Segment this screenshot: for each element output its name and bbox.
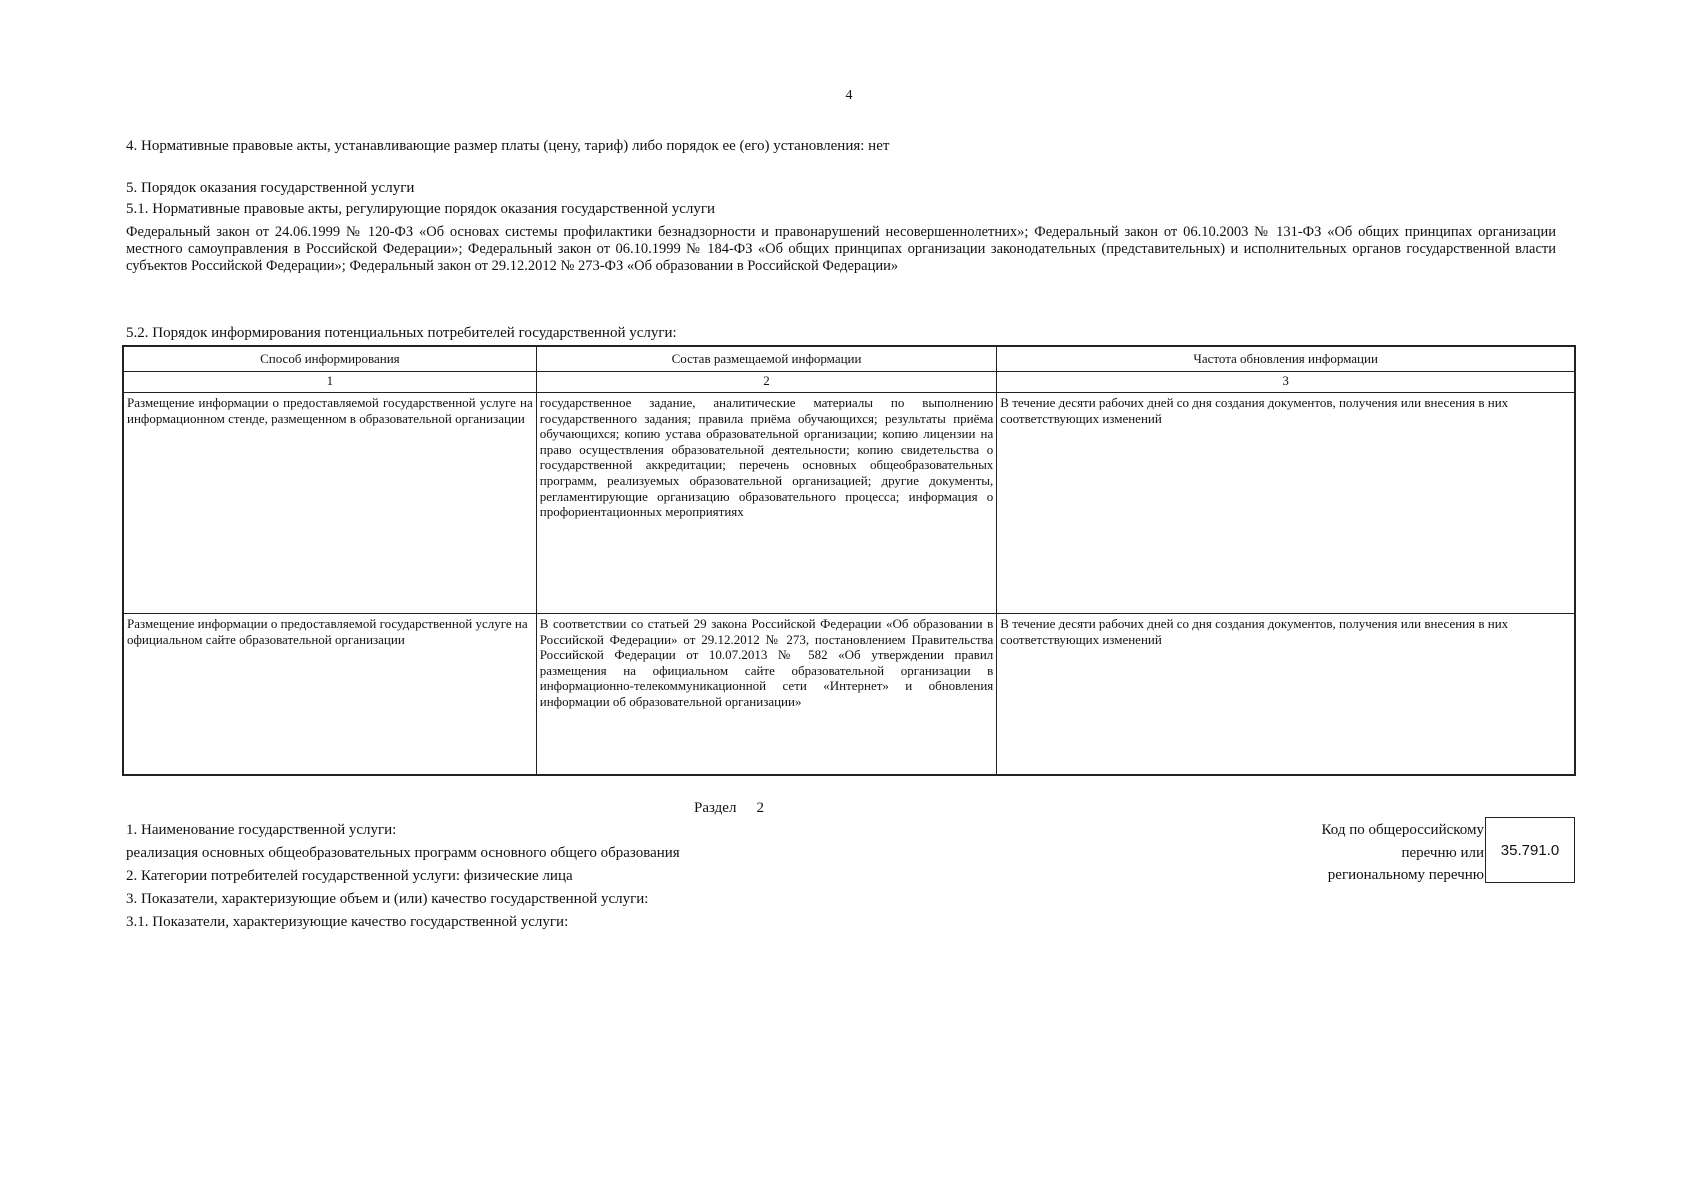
cell-method: Размещение информации о предоставляемой государственной услуге на официальном сайте образовательной организации: [123, 614, 536, 776]
service-name: реализация основных общеобразовательных программ основного общего образования: [126, 845, 680, 861]
column-number: 1: [123, 372, 536, 393]
service-code-box: 35.791.0: [1485, 817, 1575, 883]
column-number: 2: [536, 372, 997, 393]
section-5-1-title: 5.1. Нормативные правовые акты, регулирующие порядок оказания государственной услуги: [126, 201, 716, 217]
service-name-label: 1. Наименование государственной услуги:: [126, 822, 397, 838]
cell-frequency: В течение десяти рабочих дней со дня создания документов, получения или внесения в них соответствующих изменений: [997, 614, 1575, 776]
section-5-title: 5. Порядок оказания государственной услуги: [126, 180, 415, 196]
section-5-2-title: 5.2. Порядок информирования потенциальных потребителей государственной услуги:: [126, 325, 677, 341]
page-number: 4: [845, 88, 853, 103]
code-label-line2: перечню или: [1401, 845, 1484, 861]
header-method: Способ информирования: [123, 346, 536, 372]
code-label-line1: Код по общероссийскому: [1321, 822, 1484, 838]
header-frequency: Частота обновления информации: [997, 346, 1575, 372]
header-content: Состав размещаемой информации: [536, 346, 997, 372]
table-header-row: [123, 346, 1575, 372]
informing-table: [122, 345, 1576, 776]
cell-method: Размещение информации о предоставляемой государственной услуге на информационном стенде, размещенном в образовательной организации: [123, 393, 536, 614]
table-row: [123, 614, 1575, 776]
column-number: 3: [997, 372, 1575, 393]
cell-frequency: В течение десяти рабочих дней со дня создания документов, получения или внесения в них соответствующих изменений: [997, 393, 1575, 614]
table-row: [123, 393, 1575, 614]
indicators-text: 3. Показатели, характеризующие объем и (или) качество государственной услуги:: [126, 891, 649, 907]
section-number: 2: [756, 800, 764, 816]
code-label-line3: региональному перечню: [1327, 867, 1484, 883]
cell-content: государственное задание, аналитические материалы по выполнению государственного задания; правила приёма обучающихся; результаты приёма обучающихся; копию устава образовательной организации; копию лицензии на право осуществления образовательной деятельности; копию свидетельства о государственной аккредитации; перечень основных общеобразовательных программ, реализуемых образовательной организацией; другие документы, регламентирующие организацию образовательного процесса; информация о профориентационных мероприятиях: [536, 393, 997, 614]
section-heading: [694, 800, 764, 817]
section-4-text: 4. Нормативные правовые акты, устанавливающие размер платы (цену, тариф) либо порядок ее (его) установления: нет: [126, 138, 890, 154]
consumers-text: 2. Категории потребителей государственной услуги: физические лица: [126, 868, 573, 884]
cell-content: В соответствии со статьей 29 закона Российской Федерации «Об образовании в Российской Федерации» от 29.12.2012 № 273, постановлением Правительства Российской Федерации от 10.07.2013 № 582 «Об утверждении правил размещения на официальном сайте образовательной организации в информационно-телекоммуникационной сети «Интернет» и обновления информации об образовательной организации»: [536, 614, 997, 776]
table-number-row: [123, 372, 1575, 393]
section-5-1-laws: Федеральный закон от 24.06.1999 № 120-ФЗ «Об основах системы профилактики безнадзорности и правонарушений несовершеннолетних»; Федеральный закон от 06.10.2003 № 131-ФЗ «Об общих принципах организации местного самоуправления в Российской Федерации»; Федеральный закон от 06.10.1999 № 184-ФЗ «Об общих принципах организации законодательных (представительных) и исполнительных органов государственной власти субъектов Российской Федерации»; Федеральный закон от 29.12.2012 № 273-ФЗ «Об образовании в Российской Федерации»: [126, 224, 1556, 274]
quality-indicators-text: 3.1. Показатели, характеризующие качество государственной услуги:: [126, 914, 569, 930]
section-label: Раздел: [694, 800, 737, 816]
